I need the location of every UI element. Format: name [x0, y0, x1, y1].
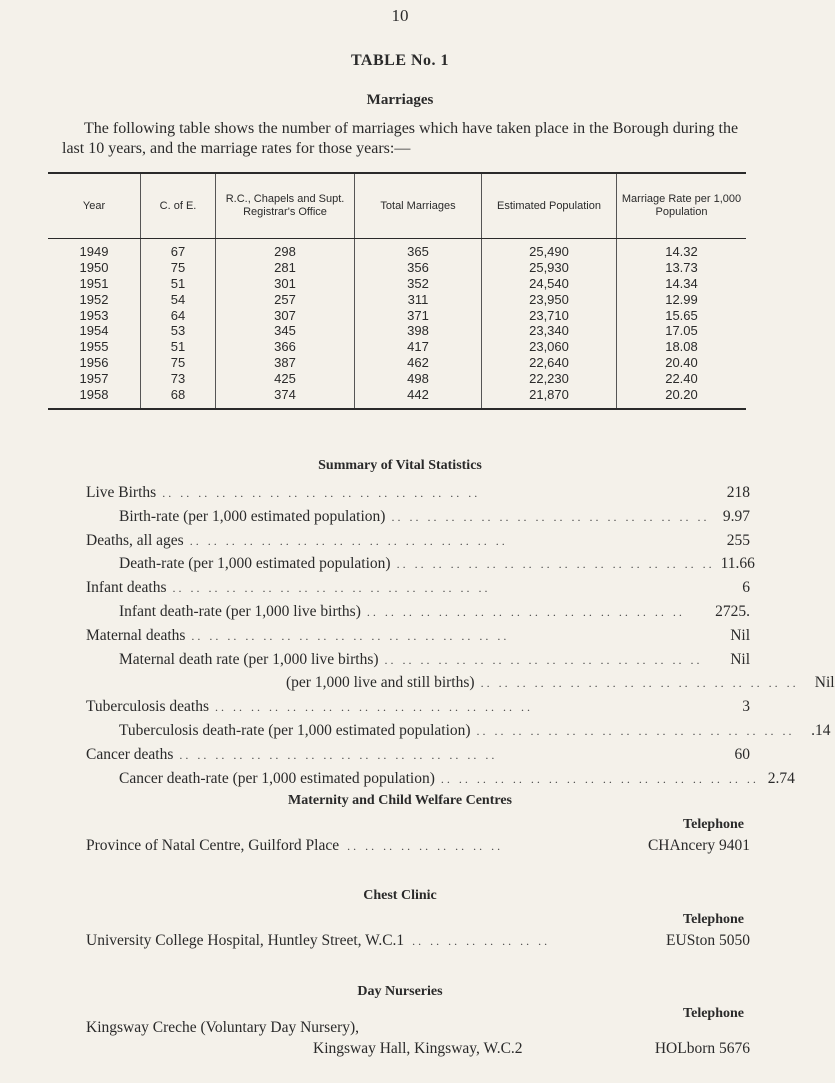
table-cell: 1951 [79, 275, 109, 291]
table-cell: 21,870 [482, 386, 617, 408]
leader-dots: .. .. .. .. .. .. .. .. .. .. .. .. .. .. .. .. .. .. [384, 652, 703, 667]
chest-clinic-telephone: EUSton 5050 [666, 932, 750, 949]
summary-row [86, 627, 750, 651]
summary-value: 6 [742, 579, 750, 597]
table-row [48, 239, 746, 260]
summary-row [86, 603, 750, 627]
summary-label: Cancer deaths [86, 745, 174, 763]
table-cell: 1950 [79, 260, 109, 276]
leader-dots: .. .. .. .. .. .. .. .. .. [347, 839, 504, 853]
maternity-telephone: CHAncery 9401 [647, 837, 750, 854]
table-cell: 25,930 [482, 260, 617, 276]
summary-label: Infant deaths [86, 579, 167, 597]
summary-label: Maternal deaths [86, 626, 186, 644]
table-cell: 75 [141, 355, 216, 371]
leader-dots: .. .. .. .. .. .. .. .. .. .. .. .. .. .. .. .. .. .. [396, 557, 715, 572]
table-cell: 352 [355, 276, 482, 292]
table-cell: 20.40 [617, 355, 747, 371]
table-cell: 68 [141, 386, 216, 408]
summary-label: Birth-rate (per 1,000 estimated population) [119, 507, 386, 525]
table-cell: 23,340 [482, 323, 617, 339]
leader-dots: .. .. .. .. .. .. .. .. .. .. .. .. .. .. .. .. .. .. [191, 628, 510, 643]
summary-row [86, 579, 750, 603]
table-cell: 345 [216, 323, 355, 339]
table-row [48, 339, 746, 355]
summary-value: .14 [811, 721, 831, 739]
table-cell: 25,490 [482, 239, 617, 260]
table-cell: 73 [141, 370, 216, 386]
table-cell: 54 [141, 291, 216, 307]
maternity-telephone-label: Telephone [683, 817, 744, 832]
vital-statistics-list [86, 484, 835, 793]
table-row [48, 370, 746, 386]
table-cell: 387 [216, 355, 355, 371]
table-cell: 64 [141, 307, 216, 323]
table-cell: 1958 [79, 386, 109, 402]
day-nurseries-name-line1: Kingsway Creche (Voluntary Day Nursery), [86, 1019, 360, 1036]
summary-label: Tuberculosis death-rate (per 1,000 estimated population) [119, 721, 471, 739]
table-cell: 307 [216, 307, 355, 323]
table-cell: 23,950 [482, 291, 617, 307]
chest-clinic-telephone-label: Telephone [683, 912, 744, 927]
summary-row [86, 508, 750, 532]
summary-label: Tuberculosis deaths [86, 698, 209, 716]
section-title: Marriages [366, 92, 434, 108]
column-header: C. of E. [141, 174, 216, 239]
table-cell: 15.65 [617, 307, 747, 323]
table-cell: 374 [216, 386, 355, 408]
table-row [48, 355, 746, 371]
maternity-entry [86, 837, 750, 855]
leader-dots: .. .. .. .. .. .. .. .. .. .. .. .. .. .. .. .. .. .. [366, 604, 685, 619]
leader-dots: .. .. .. .. .. .. .. .. .. .. .. .. .. .. .. .. .. .. [480, 676, 799, 691]
table-cell: 51 [141, 276, 216, 292]
table-cell: 24,540 [482, 276, 617, 292]
intro-paragraph: The following table shows the number of marriages which have taken place in the Borough during the last 10 years, and the marriage rates for those years:— [62, 120, 739, 157]
table-cell: 365 [355, 239, 482, 260]
summary-label: (per 1,000 live and still births) [286, 674, 475, 692]
day-nurseries-entry [86, 1040, 750, 1058]
summary-value: 218 [726, 484, 750, 501]
summary-row [86, 555, 755, 579]
table-cell: 366 [216, 339, 355, 355]
day-nurseries-telephone: HOLborn 5676 [654, 1040, 750, 1057]
summary-row [86, 651, 750, 675]
table-cell: 298 [216, 239, 355, 260]
column-header: Total Marriages [355, 174, 482, 239]
table-row [48, 307, 746, 323]
summary-value: 9.97 [722, 507, 750, 525]
chest-clinic-title: Chest Clinic [363, 888, 437, 903]
summary-value: 60 [734, 745, 750, 763]
table-row [48, 260, 746, 276]
summary-title: Summary of Vital Statistics [318, 458, 482, 473]
summary-value: Nil [814, 674, 835, 692]
summary-label: Infant death-rate (per 1,000 live births) [119, 602, 361, 620]
day-nurseries-name-line2: Kingsway Hall, Kingsway, W.C.2 [313, 1040, 523, 1057]
table-cell: 17.05 [617, 323, 747, 339]
table-cell: 1957 [79, 370, 109, 386]
summary-value: Nil [730, 650, 750, 668]
summary-value: 2.74 [767, 769, 795, 787]
page-number: 10 [391, 6, 409, 25]
table-cell: 20.20 [617, 386, 747, 408]
table-row [48, 291, 746, 307]
column-header: Estimated Population [482, 174, 617, 239]
summary-row [86, 484, 750, 508]
table-cell: 1953 [79, 307, 109, 323]
table-cell: 442 [355, 386, 482, 408]
chest-clinic-entry [86, 932, 750, 950]
table-cell: 1955 [79, 339, 109, 355]
leader-dots: .. .. .. .. .. .. .. .. .. .. .. .. .. .. .. .. .. .. [189, 533, 508, 548]
table-cell: 425 [216, 370, 355, 386]
column-header: Marriage Rate per 1,000 Population [617, 174, 747, 239]
table-cell: 53 [141, 323, 216, 339]
table-row [48, 323, 746, 339]
table-cell: 398 [355, 323, 482, 339]
table-cell: 51 [141, 339, 216, 355]
table-cell: 12.99 [617, 291, 747, 307]
summary-value: 3 [742, 698, 750, 716]
leader-dots: .. .. .. .. .. .. .. .. .. .. .. .. .. .. .. .. .. .. [391, 509, 710, 524]
leader-dots: .. .. .. .. .. .. .. .. .. .. .. .. .. .. .. .. .. .. [215, 700, 533, 715]
table-cell: 22,640 [482, 355, 617, 371]
table-cell: 311 [355, 291, 482, 307]
summary-value: 255 [726, 531, 750, 549]
leader-dots: .. .. .. .. .. .. .. .. .. .. .. .. .. .. .. .. .. .. [172, 581, 491, 596]
column-header: R.C., Chapels and Supt. Registrar's Office [216, 174, 355, 239]
table-cell: 281 [216, 260, 355, 276]
summary-row [86, 674, 835, 698]
summary-row [86, 532, 750, 556]
summary-row [86, 769, 795, 794]
summary-label: Deaths, all ages [86, 531, 184, 549]
column-header: Year [48, 174, 141, 239]
table-cell: 498 [355, 370, 482, 386]
table-cell: 1949 [79, 244, 109, 260]
table-title: TABLE No. 1 [350, 52, 450, 69]
day-nurseries-telephone-label: Telephone [683, 1006, 744, 1021]
table-cell: 462 [355, 355, 482, 371]
summary-label: Cancer death-rate (per 1,000 estimated population) [119, 769, 435, 787]
table-cell: 22,230 [482, 370, 617, 386]
table-cell: 18.08 [617, 339, 747, 355]
leader-dots: .. .. .. .. .. .. .. .. .. .. .. .. .. .. .. .. .. .. [440, 771, 759, 786]
table-cell: 1954 [79, 323, 109, 339]
table-cell: 22.40 [617, 370, 747, 386]
summary-label: Maternal death rate (per 1,000 live births) [119, 650, 379, 668]
table-cell: 301 [216, 276, 355, 292]
summary-row [86, 721, 831, 746]
summary-label: Death-rate (per 1,000 estimated population) [119, 555, 391, 573]
summary-row [86, 746, 750, 770]
leader-dots: .. .. .. .. .. .. .. .. .. .. .. .. .. .. .. .. .. .. [179, 747, 498, 762]
table-cell: 417 [355, 339, 482, 355]
table-cell: 371 [355, 307, 482, 323]
table-cell: 14.32 [617, 239, 747, 260]
table-cell: 23,710 [482, 307, 617, 323]
marriages-table [48, 172, 746, 410]
leader-dots: .. .. .. .. .. .. .. .. [412, 934, 551, 948]
day-nurseries-title: Day Nurseries [357, 984, 443, 999]
table-cell: 14.34 [617, 276, 747, 292]
summary-value: 11.66 [720, 555, 755, 573]
leader-dots: .. .. .. .. .. .. .. .. .. .. .. .. .. .. .. .. .. .. [476, 723, 795, 738]
table-cell: 356 [355, 260, 482, 276]
table-cell: 1956 [79, 354, 109, 370]
summary-label: Live Births [86, 484, 157, 501]
table-cell: 67 [141, 239, 216, 260]
table-row [48, 386, 746, 408]
chest-clinic-name: University College Hospital, Huntley Street, W.C.1 [86, 932, 405, 949]
table-cell: 75 [141, 260, 216, 276]
table-cell: 1952 [79, 291, 109, 307]
table-row [48, 276, 746, 292]
maternity-name: Province of Natal Centre, Guilford Place [86, 837, 340, 854]
table-cell: 13.73 [617, 260, 747, 276]
leader-dots: .. .. .. .. .. .. .. .. .. .. .. .. .. .. .. .. .. .. [162, 486, 481, 500]
maternity-title: Maternity and Child Welfare Centres [288, 793, 512, 808]
table-cell: 23,060 [482, 339, 617, 355]
summary-value: 2725. [715, 602, 750, 620]
table-cell: 257 [216, 291, 355, 307]
summary-row [86, 698, 750, 722]
summary-value: Nil [730, 626, 750, 644]
